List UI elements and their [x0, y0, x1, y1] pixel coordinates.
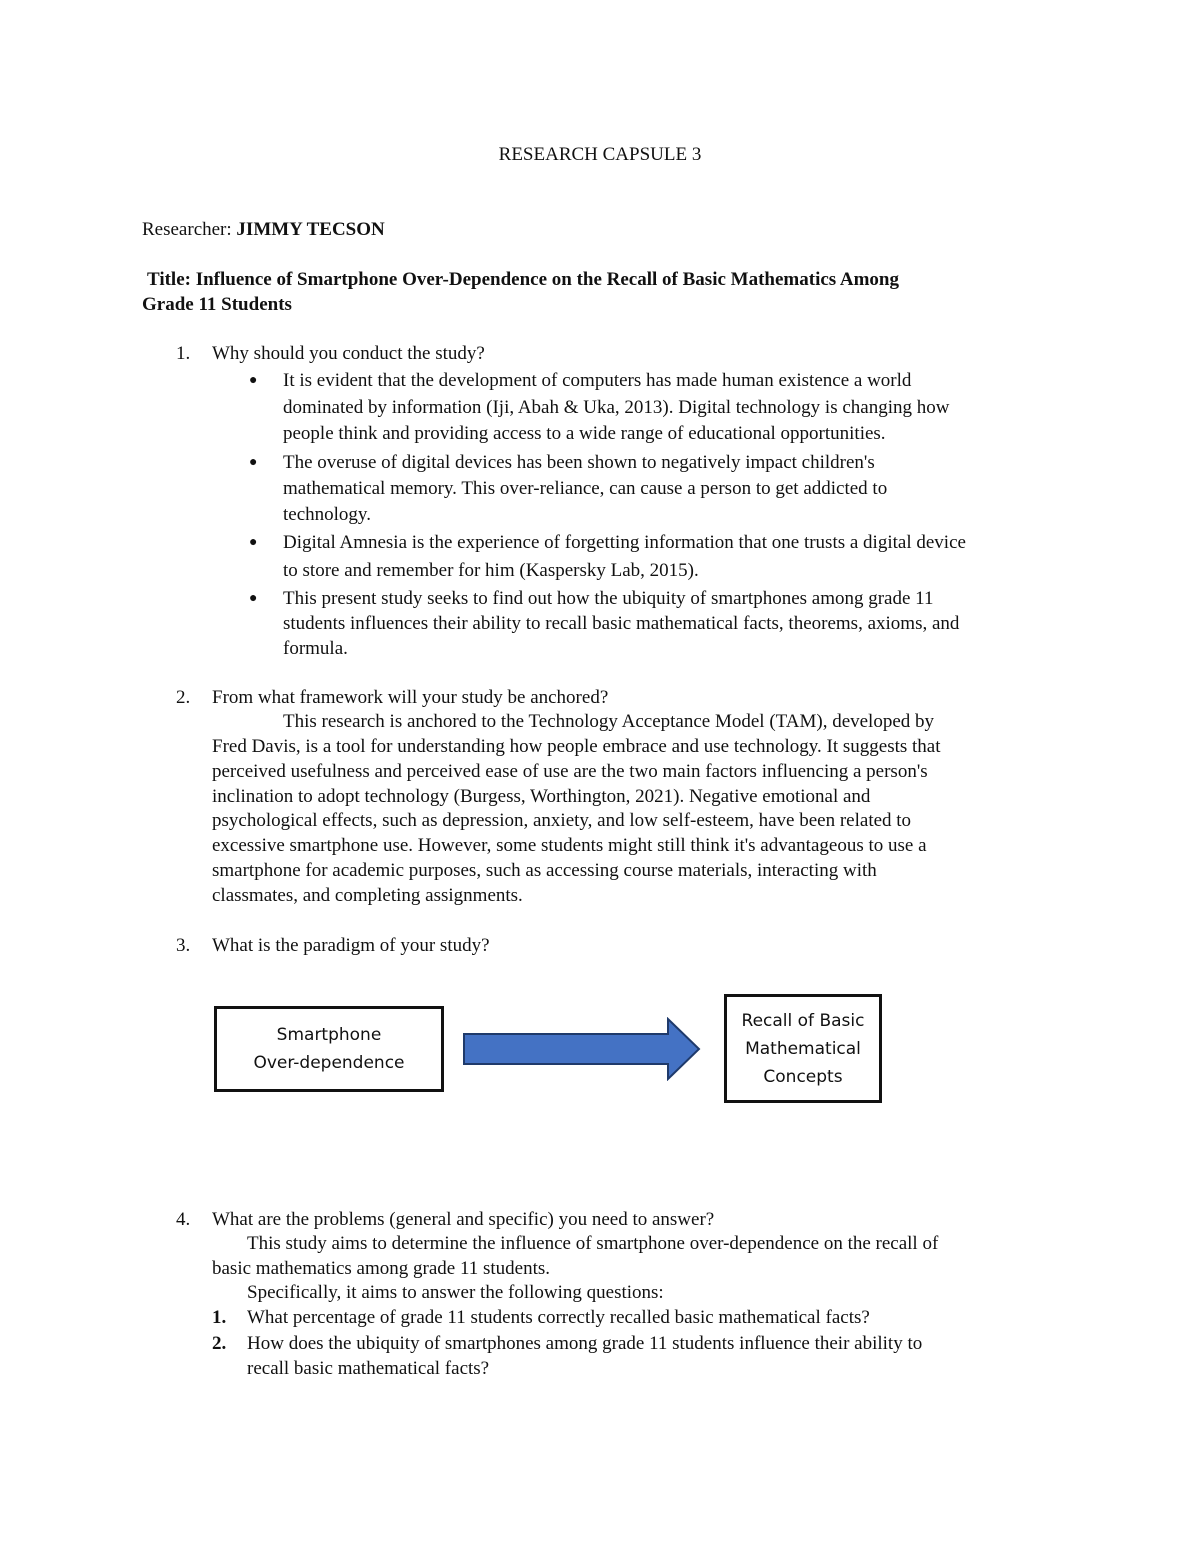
q2-paragraph-line-8: classmates, and completing assignments. [212, 885, 523, 906]
q3-number: 3. [176, 935, 191, 956]
q4-sub-item-1-number: 1. [212, 1307, 227, 1328]
q1-bullet-4-line-3: formula. [283, 638, 348, 659]
q4-sub-item-2-line-2: recall basic mathematical facts? [247, 1358, 490, 1379]
paradigm-dependent-variable-box [724, 994, 882, 1103]
q1-question: Why should you conduct the study? [212, 343, 485, 364]
q3-question: What is the paradigm of your study? [212, 935, 490, 956]
q2-paragraph-line-4: inclination to adopt technology (Burgess, Worthington, 2021). Negative emotional and [212, 786, 871, 807]
q2-paragraph-line-1: This research is anchored to the Technology Acceptance Model (TAM), developed by [283, 711, 935, 732]
document-heading: RESEARCH CAPSULE 3 [498, 144, 702, 165]
q2-number: 2. [176, 687, 191, 708]
dependent-variable-line-3: Concepts [763, 1066, 843, 1087]
q4-question: What are the problems (general and specific) you need to answer? [212, 1209, 715, 1230]
q1-bullet-3-line-2: to store and remember for him (Kaspersky Lab, 2015). [283, 560, 699, 581]
bullet-icon: ● [249, 455, 258, 470]
q1-bullet-4-line-1: This present study seeks to find out how the ubiquity of smartphones among grade 11 [283, 588, 934, 609]
q1-bullet-2-line-2: mathematical memory. This over-reliance, can cause a person to get addicted to [283, 478, 888, 499]
q4-paragraph-line-2: basic mathematics among grade 11 students. [212, 1258, 551, 1279]
title-line-2: Grade 11 Students [142, 294, 292, 315]
q2-question: From what framework will your study be anchored? [212, 687, 609, 708]
q2-paragraph-line-6: excessive smartphone use. However, some students might still think it's advantageous to use a [212, 835, 927, 856]
paradigm-right-arrow-icon [463, 1017, 701, 1081]
independent-variable-line-1: Smartphone [276, 1025, 382, 1045]
q1-bullet-2-line-1: The overuse of digital devices has been shown to negatively impact children's [283, 452, 875, 473]
q2-paragraph-line-7: smartphone for academic purposes, such as accessing course materials, interacting with [212, 860, 877, 881]
q4-sub-item-2-line-1: How does the ubiquity of smartphones among grade 11 students influence their ability to [247, 1333, 923, 1354]
paradigm-independent-variable-box [214, 1006, 444, 1092]
q2-paragraph-line-3: perceived usefulness and perceived ease of use are the two main factors influencing a person's [212, 761, 928, 782]
q4-paragraph-line-3: Specifically, it aims to answer the following questions: [247, 1282, 664, 1303]
bullet-icon: ● [249, 535, 258, 550]
q1-bullet-1-line-3: people think and providing access to a wide range of educational opportunities. [283, 423, 886, 444]
q1-bullet-1-line-1: It is evident that the development of computers has made human existence a world [283, 370, 912, 391]
bullet-icon: ● [249, 373, 258, 388]
q4-paragraph-line-1: This study aims to determine the influence of smartphone over-dependence on the recall of [247, 1233, 939, 1254]
title-line-1: Title: Influence of Smartphone Over-Dependence on the Recall of Basic Mathematics Among [147, 269, 899, 290]
q1-bullet-2-line-3: technology. [283, 504, 371, 525]
q4-sub-item-1-line-1: What percentage of grade 11 students correctly recalled basic mathematical facts? [247, 1307, 870, 1328]
q4-sub-item-2-number: 2. [212, 1333, 227, 1354]
independent-variable-line-2: Over-dependence [253, 1053, 405, 1073]
bullet-icon: ● [249, 591, 258, 606]
q1-bullet-1-line-2: dominated by information (Iji, Abah & Uka, 2013). Digital technology is changing how [283, 397, 950, 418]
q1-number: 1. [176, 343, 191, 364]
dependent-variable-line-2: Mathematical [745, 1038, 861, 1059]
researcher-label: Researcher: [142, 219, 237, 240]
q2-paragraph-line-2: Fred Davis, is a tool for understanding how people embrace and use technology. It suggests that [212, 736, 941, 757]
arrow-shape [464, 1019, 699, 1079]
researcher-name: JIMMY TECSON [236, 219, 385, 240]
q4-number: 4. [176, 1209, 191, 1230]
dependent-variable-line-1: Recall of Basic [741, 1010, 865, 1031]
q1-bullet-4-line-2: students influences their ability to recall basic mathematical facts, theorems, axioms, and [283, 613, 960, 634]
q2-paragraph-line-5: psychological effects, such as depression, anxiety, and low self-esteem, have been related to [212, 810, 912, 831]
researcher-line [142, 217, 385, 242]
q1-bullet-3-line-1: Digital Amnesia is the experience of forgetting information that one trusts a digital device [283, 532, 966, 553]
